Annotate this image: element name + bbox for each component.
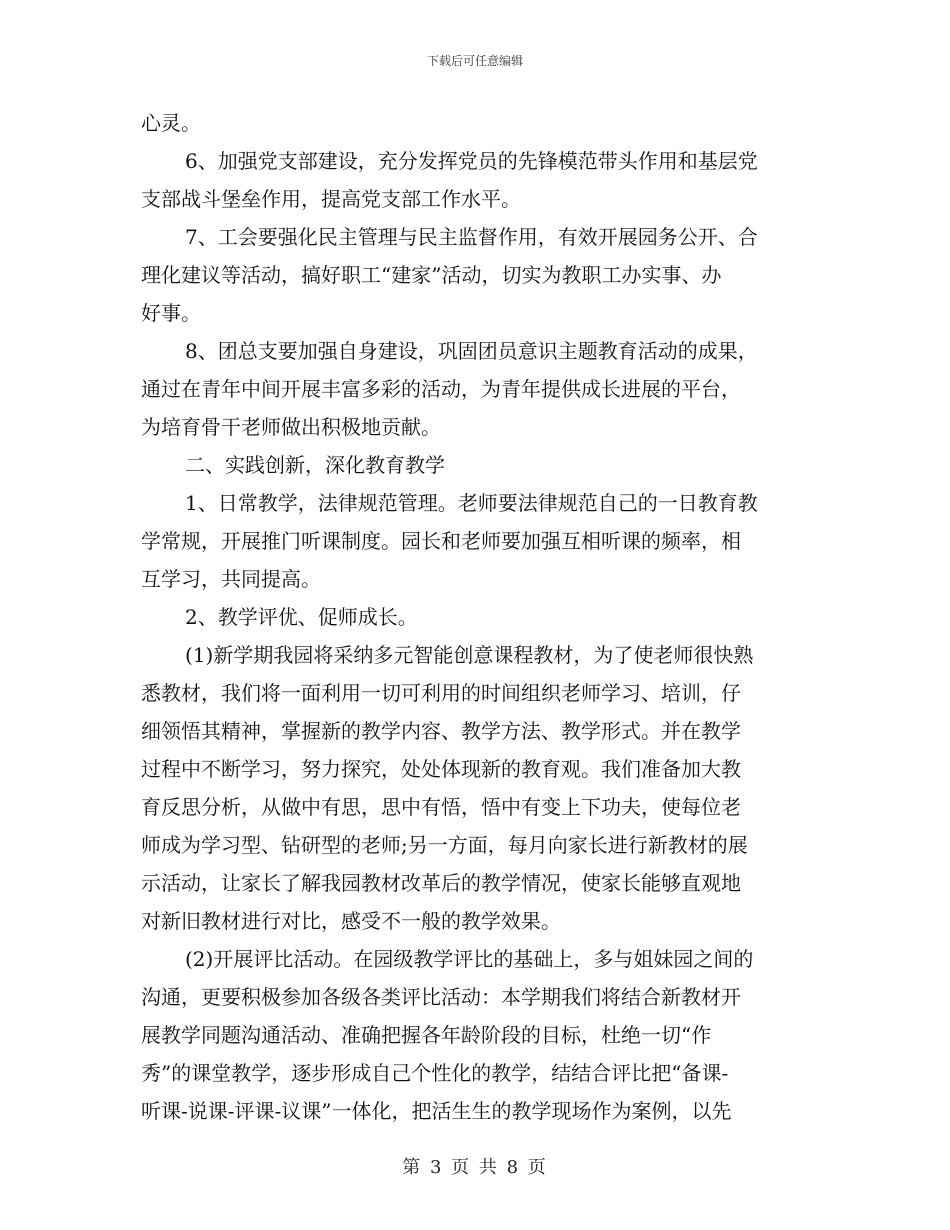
text-line: 听课-说课-评课-议课”一体化，把活生生的教学现场作为案例，以先: [141, 1099, 732, 1123]
text-line: 1、日常教学，法律规范管理。老师要法律规范自己的一日教育教: [185, 491, 758, 515]
text-line: 为培育骨干老师做出积极地贡献。: [141, 415, 441, 439]
text-line: 8、团总支要加强自身建设，巩固团员意识主题教育活动的成果，: [185, 339, 758, 363]
text-line: 细领悟其精神，掌握新的教学内容、教学方法、教学形式。并在教学: [141, 719, 741, 743]
text-line: (2)开展评比活动。在园级教学评比的基础上，多与姐妹园之间的: [185, 947, 754, 971]
page-header: 下载后可任意编辑: [426, 54, 523, 68]
page-number: 第 3 页 共 8 页: [402, 1157, 548, 1178]
text-line: 对新旧教材进行对比，感受不一般的教学效果。: [141, 909, 561, 933]
text-line: 通过在青年中间开展丰富多彩的活动，为青年提供成长进展的平台，: [141, 377, 741, 401]
text-line: 互学习，共同提高。: [141, 567, 321, 591]
section-heading: 二、实践创新，深化教育教学: [185, 453, 445, 477]
text-line: 学常规，开展推门听课制度。园长和老师要加强互相听课的频率，相: [141, 529, 741, 553]
text-line: 2、教学评优、促师成长。: [185, 605, 418, 629]
text-line: 展教学同题沟通活动、准确把握各年龄阶段的目标，杜绝一切“作: [141, 1023, 712, 1047]
text-line: (1)新学期我园将采纳多元智能创意课程教材，为了使老师很快熟: [185, 643, 754, 667]
text-line: 秀”的课堂教学，逐步形成自己个性化的教学，结结合评比把“备课-: [141, 1061, 729, 1085]
text-line: 悉教材，我们将一面利用一切可利用的时间组织老师学习、培训，仔: [141, 681, 741, 705]
text-line: 过程中不断学习，努力探究，处处体现新的教育观。我们准备加大教: [141, 757, 741, 781]
text-line: 好事。: [141, 301, 201, 325]
text-line: 7、工会要强化民主管理与民主监督作用，有效开展园务公开、合: [185, 225, 758, 249]
text-line: 理化建议等活动，搞好职工“建家”活动，切实为教职工办实事、办: [141, 263, 722, 287]
text-line: 育反思分析，从做中有思，思中有悟，悟中有变上下功夫，使每位老: [141, 795, 741, 819]
text-line: 师成为学习型、钻研型的老师;另一方面，每月向家长进行新教材的展: [141, 833, 748, 857]
text-line: 示活动，让家长了解我园教材改革后的教学情况，使家长能够直观地: [141, 871, 741, 895]
text-line: 沟通，更要积极参加各级各类评比活动：本学期我们将结合新教材开: [141, 985, 741, 1009]
text-line: 支部战斗堡垒作用，提高党支部工作水平。: [141, 187, 521, 211]
text-line: 心灵。: [141, 111, 201, 135]
text-line: 6、加强党支部建设，充分发挥党员的先锋模范带头作用和基层党: [185, 149, 758, 173]
document-body: [141, 104, 811, 1130]
